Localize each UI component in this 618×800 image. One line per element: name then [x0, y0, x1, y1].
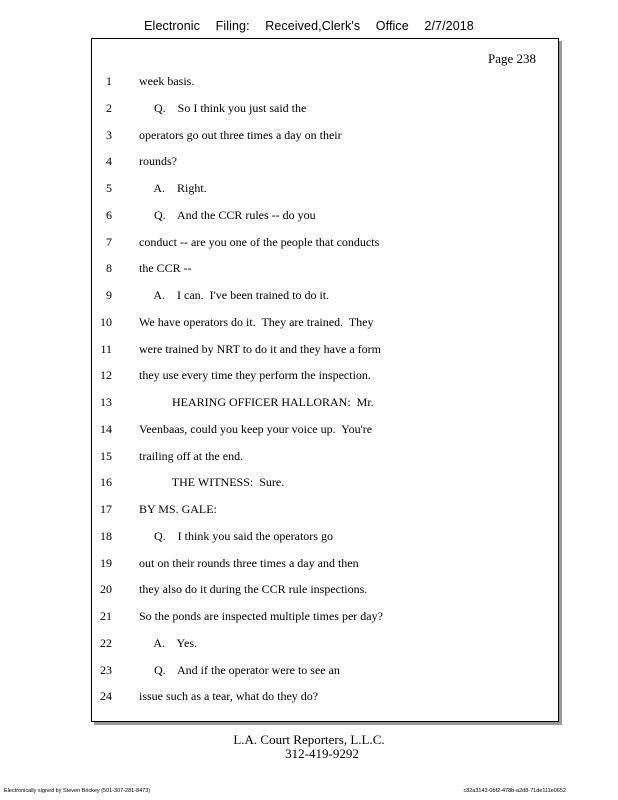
line-number: 3 — [106, 127, 112, 142]
line-number: 17 — [100, 502, 112, 516]
line-number: 9 — [106, 288, 112, 302]
line-number: 11 — [100, 341, 112, 356]
line-number: 19 — [100, 555, 112, 570]
line-number: 10 — [100, 314, 112, 329]
line-text: out on their rounds three times a day and then — [139, 555, 359, 570]
document-hash: c82a3143-0bf2-478b-a2d8-71de111e0652 — [463, 788, 566, 794]
line-number: 24 — [100, 689, 112, 704]
line-text: A. Right. — [139, 181, 207, 195]
line-number: 4 — [106, 154, 112, 169]
line-text: week basis. — [139, 74, 195, 88]
line-number: 1 — [106, 74, 112, 88]
line-text: operators go out three times a day on their — [139, 127, 342, 142]
line-number: 23 — [100, 662, 112, 677]
line-number: 14 — [100, 421, 112, 436]
line-text: conduct -- are you one of the people that conducts — [139, 234, 380, 249]
line-number: 6 — [106, 207, 112, 222]
line-text: they also do it during the CCR rule inspections. — [139, 582, 368, 597]
header-part-2: Filing: — [215, 19, 250, 33]
line-number: 12 — [100, 368, 112, 383]
line-text: were trained by NRT to do it and they have a form — [139, 341, 381, 356]
transcript-page — [91, 38, 559, 722]
footer-phone: 312-419-9292 — [285, 746, 359, 761]
line-text: THE WITNESS: Sure. — [139, 475, 285, 490]
line-text: Veenbaas, could you keep your voice up. You're — [139, 421, 373, 436]
line-number: 2 — [106, 100, 112, 115]
line-text: the CCR -- — [139, 261, 192, 276]
filing-stamp-header — [0, 19, 618, 33]
line-text: Q. So I think you just said the — [139, 100, 307, 115]
line-number: 5 — [106, 181, 112, 195]
line-number: 20 — [100, 582, 112, 597]
page-number: Page 238 — [487, 51, 536, 66]
footer — [0, 733, 618, 761]
header-part-1: Electronic — [144, 19, 201, 33]
line-text: issue such as a tear, what do they do? — [139, 689, 319, 704]
line-text: A. Yes. — [139, 635, 198, 650]
line-text: trailing off at the end. — [139, 448, 244, 463]
line-text: BY MS. GALE: — [139, 502, 217, 516]
header-part-4: Office — [375, 19, 409, 33]
electronic-signature: Electronically signed by Steven Brickey (501-307-281-8473) — [4, 788, 151, 794]
line-number: 22 — [100, 635, 112, 650]
line-number: 8 — [106, 261, 112, 276]
line-text: So the ponds are inspected multiple times per day? — [139, 609, 383, 623]
header-part-5: 2/7/2018 — [424, 19, 474, 33]
line-text: HEARING OFFICER HALLORAN: Mr. — [139, 395, 374, 409]
line-text: rounds? — [139, 154, 177, 169]
line-number: 16 — [100, 475, 112, 490]
line-number: 7 — [106, 234, 112, 249]
line-text: Q. And the CCR rules -- do you — [139, 207, 316, 222]
line-number: 13 — [100, 395, 112, 409]
line-text: Q. And if the operator were to see an — [139, 662, 340, 677]
line-text: Q. I think you said the operators go — [139, 528, 333, 543]
footer-company: L.A. Court Reporters, L.L.C. — [233, 732, 385, 747]
line-text: We have operators do it. They are trained. They — [139, 314, 374, 329]
header-part-3: Received,Clerk's — [265, 19, 361, 33]
line-text: A. I can. I've been trained to do it. — [139, 288, 330, 302]
line-number: 21 — [100, 609, 112, 623]
line-number: 18 — [100, 528, 112, 543]
line-text: they use every time they perform the inspection. — [139, 368, 371, 383]
line-number: 15 — [100, 448, 112, 463]
